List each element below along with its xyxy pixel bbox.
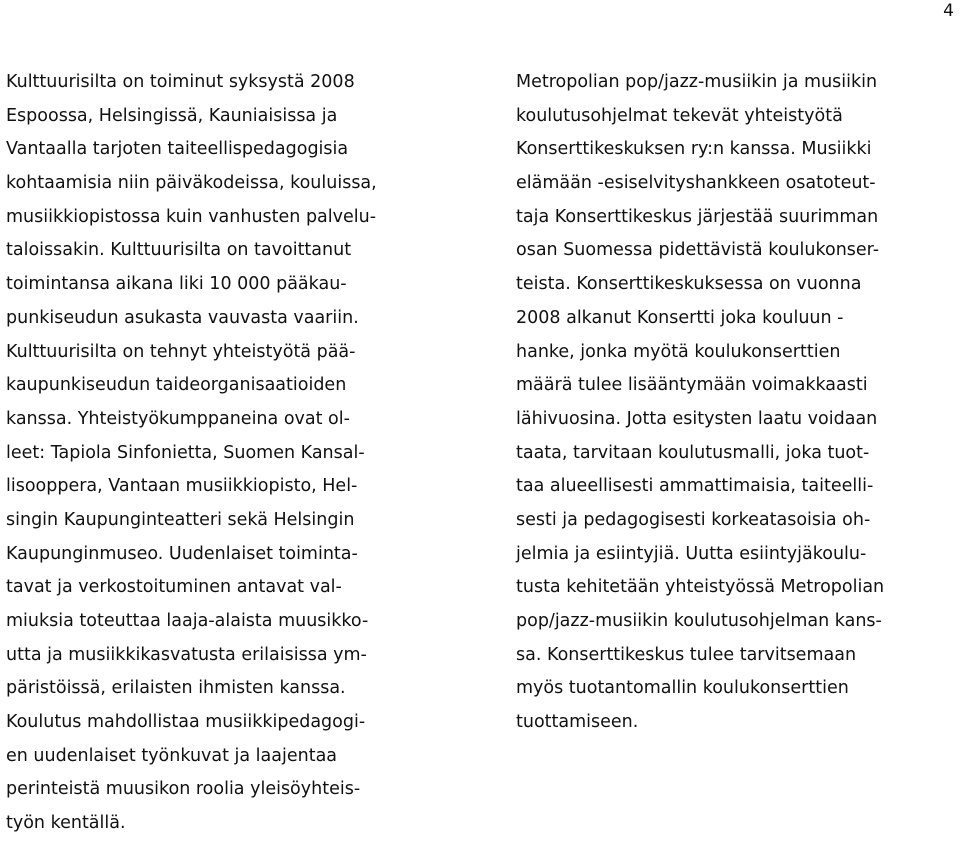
text-line: Espoossa, Helsingissä, Kauniaisissa ja [6,105,338,126]
text-line: Kulttuurisilta on tehnyt yhteistyötä pää- [6,341,356,362]
text-line: kaupunkiseudun taideorganisaatioiden [6,375,347,396]
text-line: kohtaamisia niin päiväkodeissa, kouluissa, [6,173,377,194]
right-column-text [516,66,884,740]
text-line: Metropolian pop/jazz-musiikin ja musiikin [516,72,878,92]
text-line: Koulutus mahdollistaa musiikkipedagogi- [6,712,366,733]
text-line: miuksia toteuttaa laaja-alaista muusikko- [6,611,369,631]
text-line: teista. Konserttikeskuksessa on vuonna [516,274,862,295]
text-line: Konserttikeskuksen ry:n kanssa. Musiikki [516,139,872,160]
text-line: sa. Konserttikeskus tulee tarvitsemaan [516,644,857,665]
text-line: työn kentällä. [6,813,126,834]
text-line: Vantaalla tarjoten taiteellispedagogisia [6,139,349,160]
text-line: osan Suomessa pidettävistä koulukonser- [516,240,880,261]
text-line: kanssa. Yhteistyökumppaneina ovat ol- [6,408,350,429]
text-line: tuottamiseen. [516,712,639,733]
text-line: päristöissä, erilaisten ihmisten kanssa. [6,678,346,699]
text-line: 2008 alkanut Konsertti joka kouluun - [516,307,844,328]
text-line: musiikkiopistossa kuin vanhusten palvelu- [6,206,377,227]
page-number: 4 [943,1,954,21]
text-line: perinteistä muusikon roolia yleisöyhteis- [6,779,361,800]
text-line: pop/jazz-musiikin koulutusohjelman kans- [516,611,882,631]
text-line: myös tuotantomallin koulukonserttien [516,678,849,699]
text-line: Kaupunginmuseo. Uudenlaiset toiminta- [6,543,358,564]
text-line: määrä tulee lisääntymään voimakkaasti [516,375,868,396]
left-column-text [6,66,377,841]
text-line: singin Kaupunginteatteri sekä Helsingin [6,509,355,530]
text-line: tavat ja verkostoituminen antavat val- [6,577,342,598]
text-line: leet: Tapiola Sinfonietta, Suomen Kansal- [6,442,365,463]
text-line: taata, tarvitaan koulutusmalli, joka tuot- [516,442,870,463]
text-line: Kulttuurisilta on toiminut syksystä 2008 [6,72,355,92]
text-line: taloissakin. Kulttuurisilta on tavoittanut [6,240,352,261]
text-line: en uudenlaiset työnkuvat ja laajentaa [6,745,338,766]
text-line: jelmia ja esiintyjiä. Uutta esiintyjäkoulu- [516,543,867,564]
text-line: koulutusohjelmat tekevät yhteistyötä [516,105,843,126]
text-line: utta ja musiikkikasvatusta erilaisissa ym- [6,644,367,665]
text-line: taa alueellisesti ammattimaisia, taiteelli- [516,476,874,497]
text-line: lähivuosina. Jotta esitysten laatu voidaan [516,408,878,429]
text-line: lisooppera, Vantaan musiikkiopisto, Hel- [6,476,358,497]
text-line: toimintansa aikana liki 10 000 pääkau- [6,274,347,295]
text-line: sesti ja pedagogisesti korkeatasoisia oh- [516,509,871,530]
text-line: punkiseudun asukasta vauvasta vaariin. [6,307,359,328]
text-line: elämään -esiselvityshankkeen osatoteut- [516,173,876,194]
text-line: tusta kehitetään yhteistyössä Metropolian [516,577,885,598]
text-line: hanke, jonka myötä koulukonserttien [516,341,841,362]
text-line: taja Konserttikeskus järjestää suurimman [516,206,879,227]
